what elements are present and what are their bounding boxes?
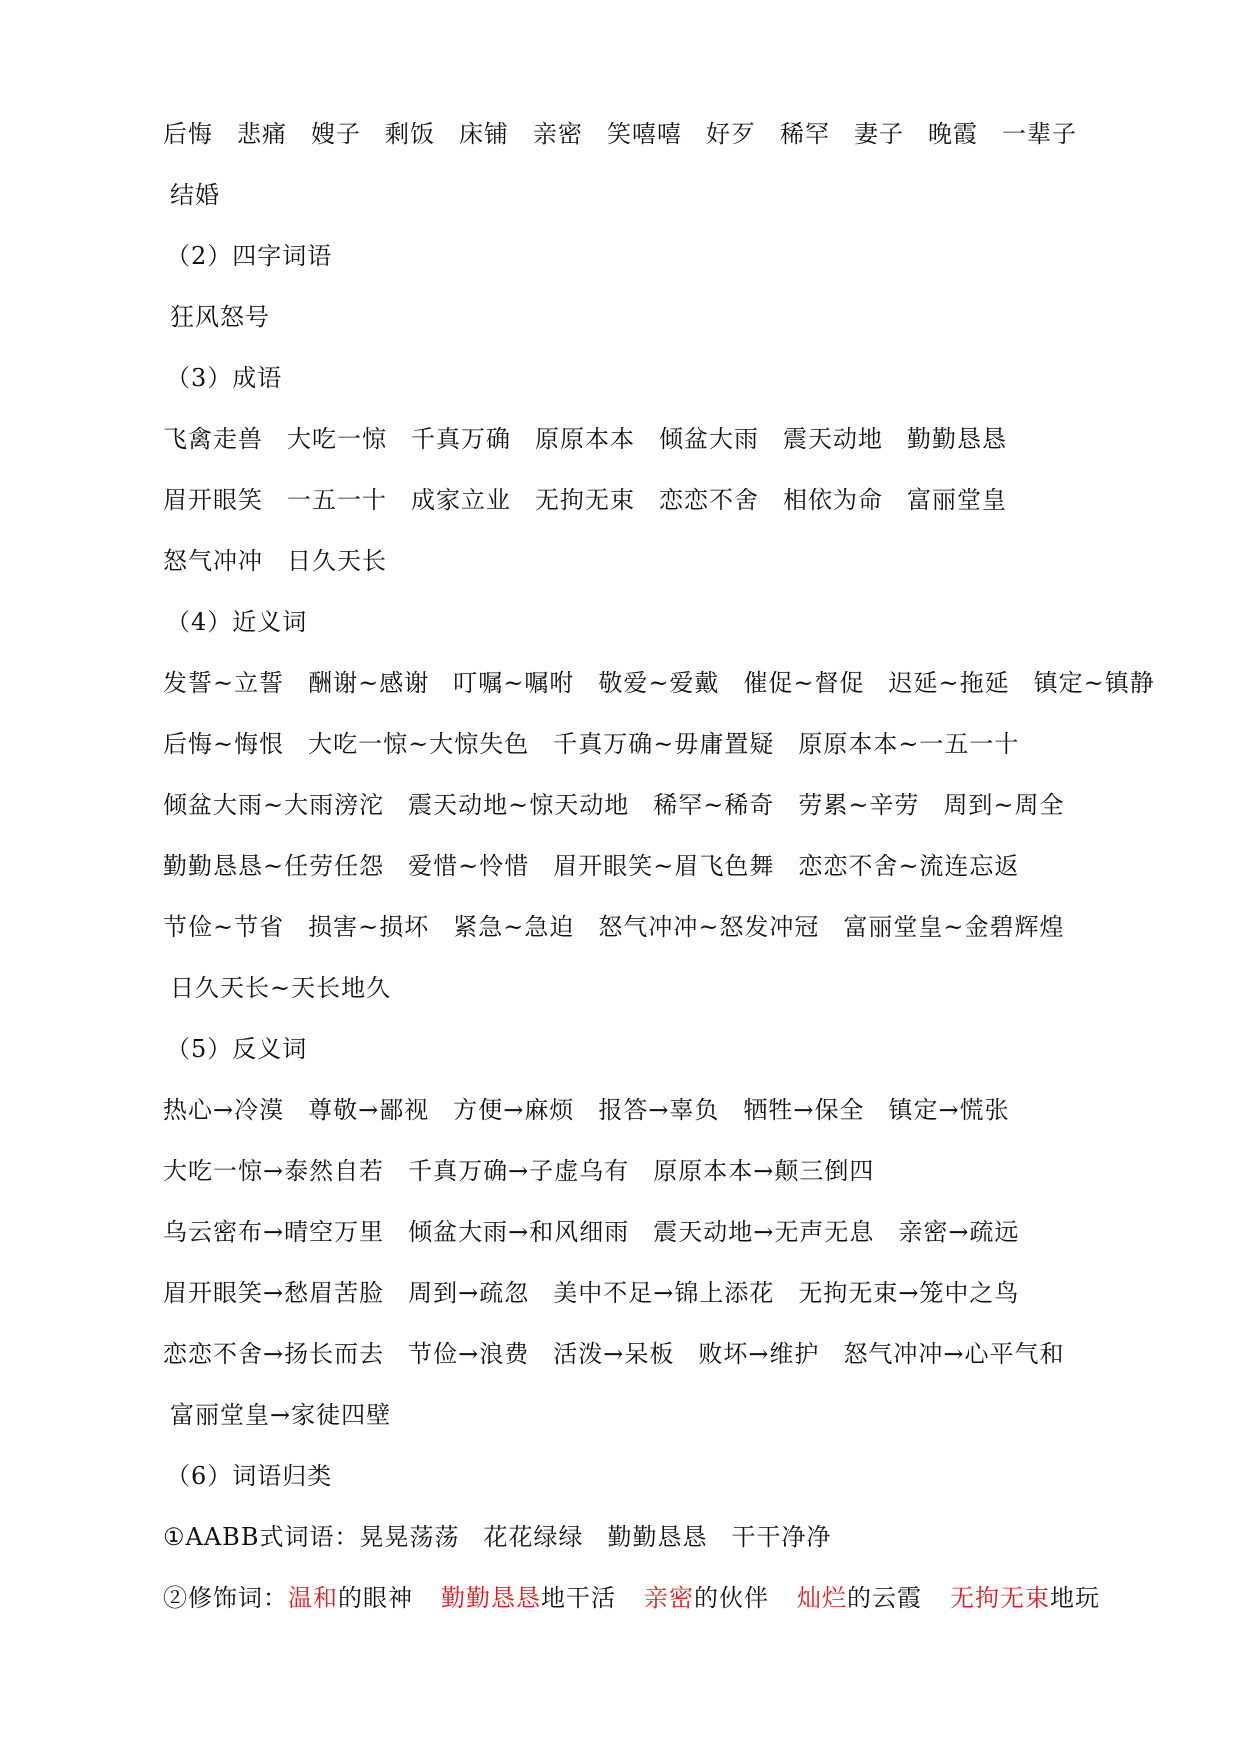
synonym-pair: 震天动地~惊天动地 <box>408 791 630 819</box>
antonym-pair: 乌云密布→晴空万里 <box>163 1218 385 1246</box>
synonym-pair: 叮嘱~嘱咐 <box>453 669 575 697</box>
word: 狂风怒号 <box>170 303 270 331</box>
modified-phrase: 地玩 <box>1050 1584 1100 1612</box>
synonyms-line-6 <box>170 972 391 1004</box>
antonyms-line-2 <box>163 1155 874 1187</box>
modified-phrase: 的眼神 <box>338 1584 413 1612</box>
section-heading-idioms: （3）成语 <box>166 364 283 392</box>
synonym-pair: 倾盆大雨~大雨滂沱 <box>163 791 385 819</box>
idiom: 无拘无束 <box>535 486 635 514</box>
antonym-pair: 报答→辜负 <box>598 1096 720 1124</box>
modifier-highlight: 勤勤恳恳 <box>441 1584 541 1612</box>
antonym-pair: 热心→冷漠 <box>163 1096 285 1124</box>
antonyms-line-6 <box>170 1399 391 1431</box>
synonym-pair: 爱惜~怜惜 <box>408 852 530 880</box>
synonym-pair: 劳累~辛劳 <box>798 791 920 819</box>
word-list-line-1 <box>163 118 1077 150</box>
section-heading-four-char: （2）四字词语 <box>166 242 333 270</box>
aabb-word: 勤勤恳恳 <box>607 1523 708 1551</box>
synonym-pair: 勤勤恳恳~任劳任怨 <box>163 852 385 880</box>
antonym-pair: 倾盆大雨→和风细雨 <box>408 1218 630 1246</box>
modifier-highlight: 灿烂 <box>797 1584 847 1612</box>
synonym-pair: 镇定~镇静 <box>1033 669 1155 697</box>
word: 亲密 <box>533 120 583 148</box>
word: 稀罕 <box>780 120 830 148</box>
idiom: 飞禽走兽 <box>163 425 263 453</box>
antonyms-line-3 <box>163 1216 1019 1248</box>
idiom: 勤勤恳恳 <box>907 425 1007 453</box>
synonyms-line-1 <box>163 667 1155 699</box>
synonym-pair: 大吃一惊~大惊失色 <box>308 730 530 758</box>
idiom: 一五一十 <box>287 486 387 514</box>
synonym-pair: 稀罕~稀奇 <box>653 791 775 819</box>
synonym-pair: 损害~损坏 <box>308 913 430 941</box>
aabb-words-line <box>163 1521 831 1553</box>
modified-phrase: 地干活 <box>541 1584 616 1612</box>
modifier-highlight: 无拘无束 <box>950 1584 1050 1612</box>
antonym-pair: 恋恋不舍→扬长而去 <box>163 1340 385 1368</box>
aabb-word: 干干净净 <box>731 1523 832 1551</box>
idiom: 相依为命 <box>783 486 883 514</box>
antonyms-line-5 <box>163 1338 1065 1370</box>
synonym-pair: 日久天长~天长地久 <box>170 974 392 1002</box>
antonym-pair: 千真万确→子虚乌有 <box>408 1157 630 1185</box>
modifiers-line <box>163 1582 1100 1614</box>
synonyms-line-4 <box>163 850 1019 882</box>
idiom: 成家立业 <box>411 486 511 514</box>
modifier-highlight: 温和 <box>288 1584 338 1612</box>
idiom: 大吃一惊 <box>287 425 387 453</box>
idioms-line-1 <box>163 423 1007 455</box>
synonym-pair: 迟延~拖延 <box>888 669 1010 697</box>
antonym-pair: 震天动地→无声无息 <box>653 1218 875 1246</box>
synonym-pair: 发誓~立誓 <box>163 669 285 697</box>
synonyms-line-3 <box>163 789 1065 821</box>
idiom: 怒气冲冲 <box>163 547 263 575</box>
antonym-pair: 牺牲→保全 <box>743 1096 865 1124</box>
synonym-pair: 眉开眼笑~眉飞色舞 <box>553 852 775 880</box>
antonym-pair: 怒气冲冲→心平气和 <box>843 1340 1065 1368</box>
modified-phrase: 的伙伴 <box>694 1584 769 1612</box>
aabb-word: 花花绿绿 <box>483 1523 584 1551</box>
antonym-pair: 美中不足→锦上添花 <box>553 1279 775 1307</box>
antonym-pair: 无拘无束→笼中之鸟 <box>798 1279 1020 1307</box>
word: 笑嘻嘻 <box>607 120 682 148</box>
synonym-pair: 恋恋不舍~流连忘返 <box>798 852 1020 880</box>
idiom: 原原本本 <box>535 425 635 453</box>
word: 晚霞 <box>928 120 978 148</box>
section-heading-classification: （6）词语归类 <box>166 1462 333 1490</box>
synonym-pair: 千真万确~毋庸置疑 <box>553 730 775 758</box>
synonym-pair: 周到~周全 <box>943 791 1065 819</box>
word: 嫂子 <box>311 120 361 148</box>
idiom: 千真万确 <box>411 425 511 453</box>
word: 悲痛 <box>237 120 287 148</box>
synonym-pair: 怒气冲冲~怒发冲冠 <box>598 913 820 941</box>
antonym-pair: 富丽堂皇→家徒四壁 <box>170 1401 392 1429</box>
four-char-line <box>170 301 270 333</box>
antonyms-line-1 <box>163 1094 1010 1126</box>
synonym-pair: 富丽堂皇~金碧辉煌 <box>843 913 1065 941</box>
antonym-pair: 大吃一惊→泰然自若 <box>163 1157 385 1185</box>
synonym-pair: 紧急~急迫 <box>453 913 575 941</box>
antonym-pair: 尊敬→鄙视 <box>308 1096 430 1124</box>
modifiers-label: ②修饰词： <box>163 1584 288 1612</box>
aabb-word: 晃晃荡荡 <box>359 1523 460 1551</box>
antonym-pair: 亲密→疏远 <box>898 1218 1020 1246</box>
word: 结婚 <box>170 181 220 209</box>
synonym-pair: 酬谢~感谢 <box>308 669 430 697</box>
synonym-pair: 催促~督促 <box>743 669 865 697</box>
section-heading-synonyms: （4）近义词 <box>166 608 308 636</box>
antonym-pair: 镇定→慌张 <box>888 1096 1010 1124</box>
antonym-pair: 节俭→浪费 <box>408 1340 530 1368</box>
word: 后悔 <box>163 120 213 148</box>
antonym-pair: 原原本本→颠三倒四 <box>653 1157 875 1185</box>
modified-phrase: 的云霞 <box>847 1584 922 1612</box>
antonyms-line-4 <box>163 1277 1019 1309</box>
idioms-line-2 <box>163 484 1007 516</box>
word-list-line-2 <box>170 179 220 211</box>
modifier-highlight: 亲密 <box>644 1584 694 1612</box>
idiom: 倾盆大雨 <box>659 425 759 453</box>
synonym-pair: 原原本本~一五一十 <box>798 730 1020 758</box>
synonym-pair: 后悔~悔恨 <box>163 730 285 758</box>
synonym-pair: 敬爱~爱戴 <box>598 669 720 697</box>
antonym-pair: 败坏→维护 <box>698 1340 820 1368</box>
idioms-line-3 <box>163 545 387 577</box>
word: 剩饭 <box>385 120 435 148</box>
antonym-pair: 周到→疏忽 <box>408 1279 530 1307</box>
word: 一辈子 <box>1002 120 1077 148</box>
word: 床铺 <box>459 120 509 148</box>
aabb-label: ①AABB式词语： <box>163 1523 360 1551</box>
synonyms-line-2 <box>163 728 1019 760</box>
antonym-pair: 方便→麻烦 <box>453 1096 575 1124</box>
idiom: 恋恋不舍 <box>659 486 759 514</box>
section-heading-antonyms: （5）反义词 <box>166 1035 308 1063</box>
idiom: 震天动地 <box>783 425 883 453</box>
word: 好歹 <box>706 120 756 148</box>
antonym-pair: 眉开眼笑→愁眉苦脸 <box>163 1279 385 1307</box>
idiom: 富丽堂皇 <box>907 486 1007 514</box>
idiom: 日久天长 <box>287 547 387 575</box>
antonym-pair: 活泼→呆板 <box>553 1340 675 1368</box>
word: 妻子 <box>854 120 904 148</box>
synonym-pair: 节俭~节省 <box>163 913 285 941</box>
synonyms-line-5 <box>163 911 1065 943</box>
idiom: 眉开眼笑 <box>163 486 263 514</box>
